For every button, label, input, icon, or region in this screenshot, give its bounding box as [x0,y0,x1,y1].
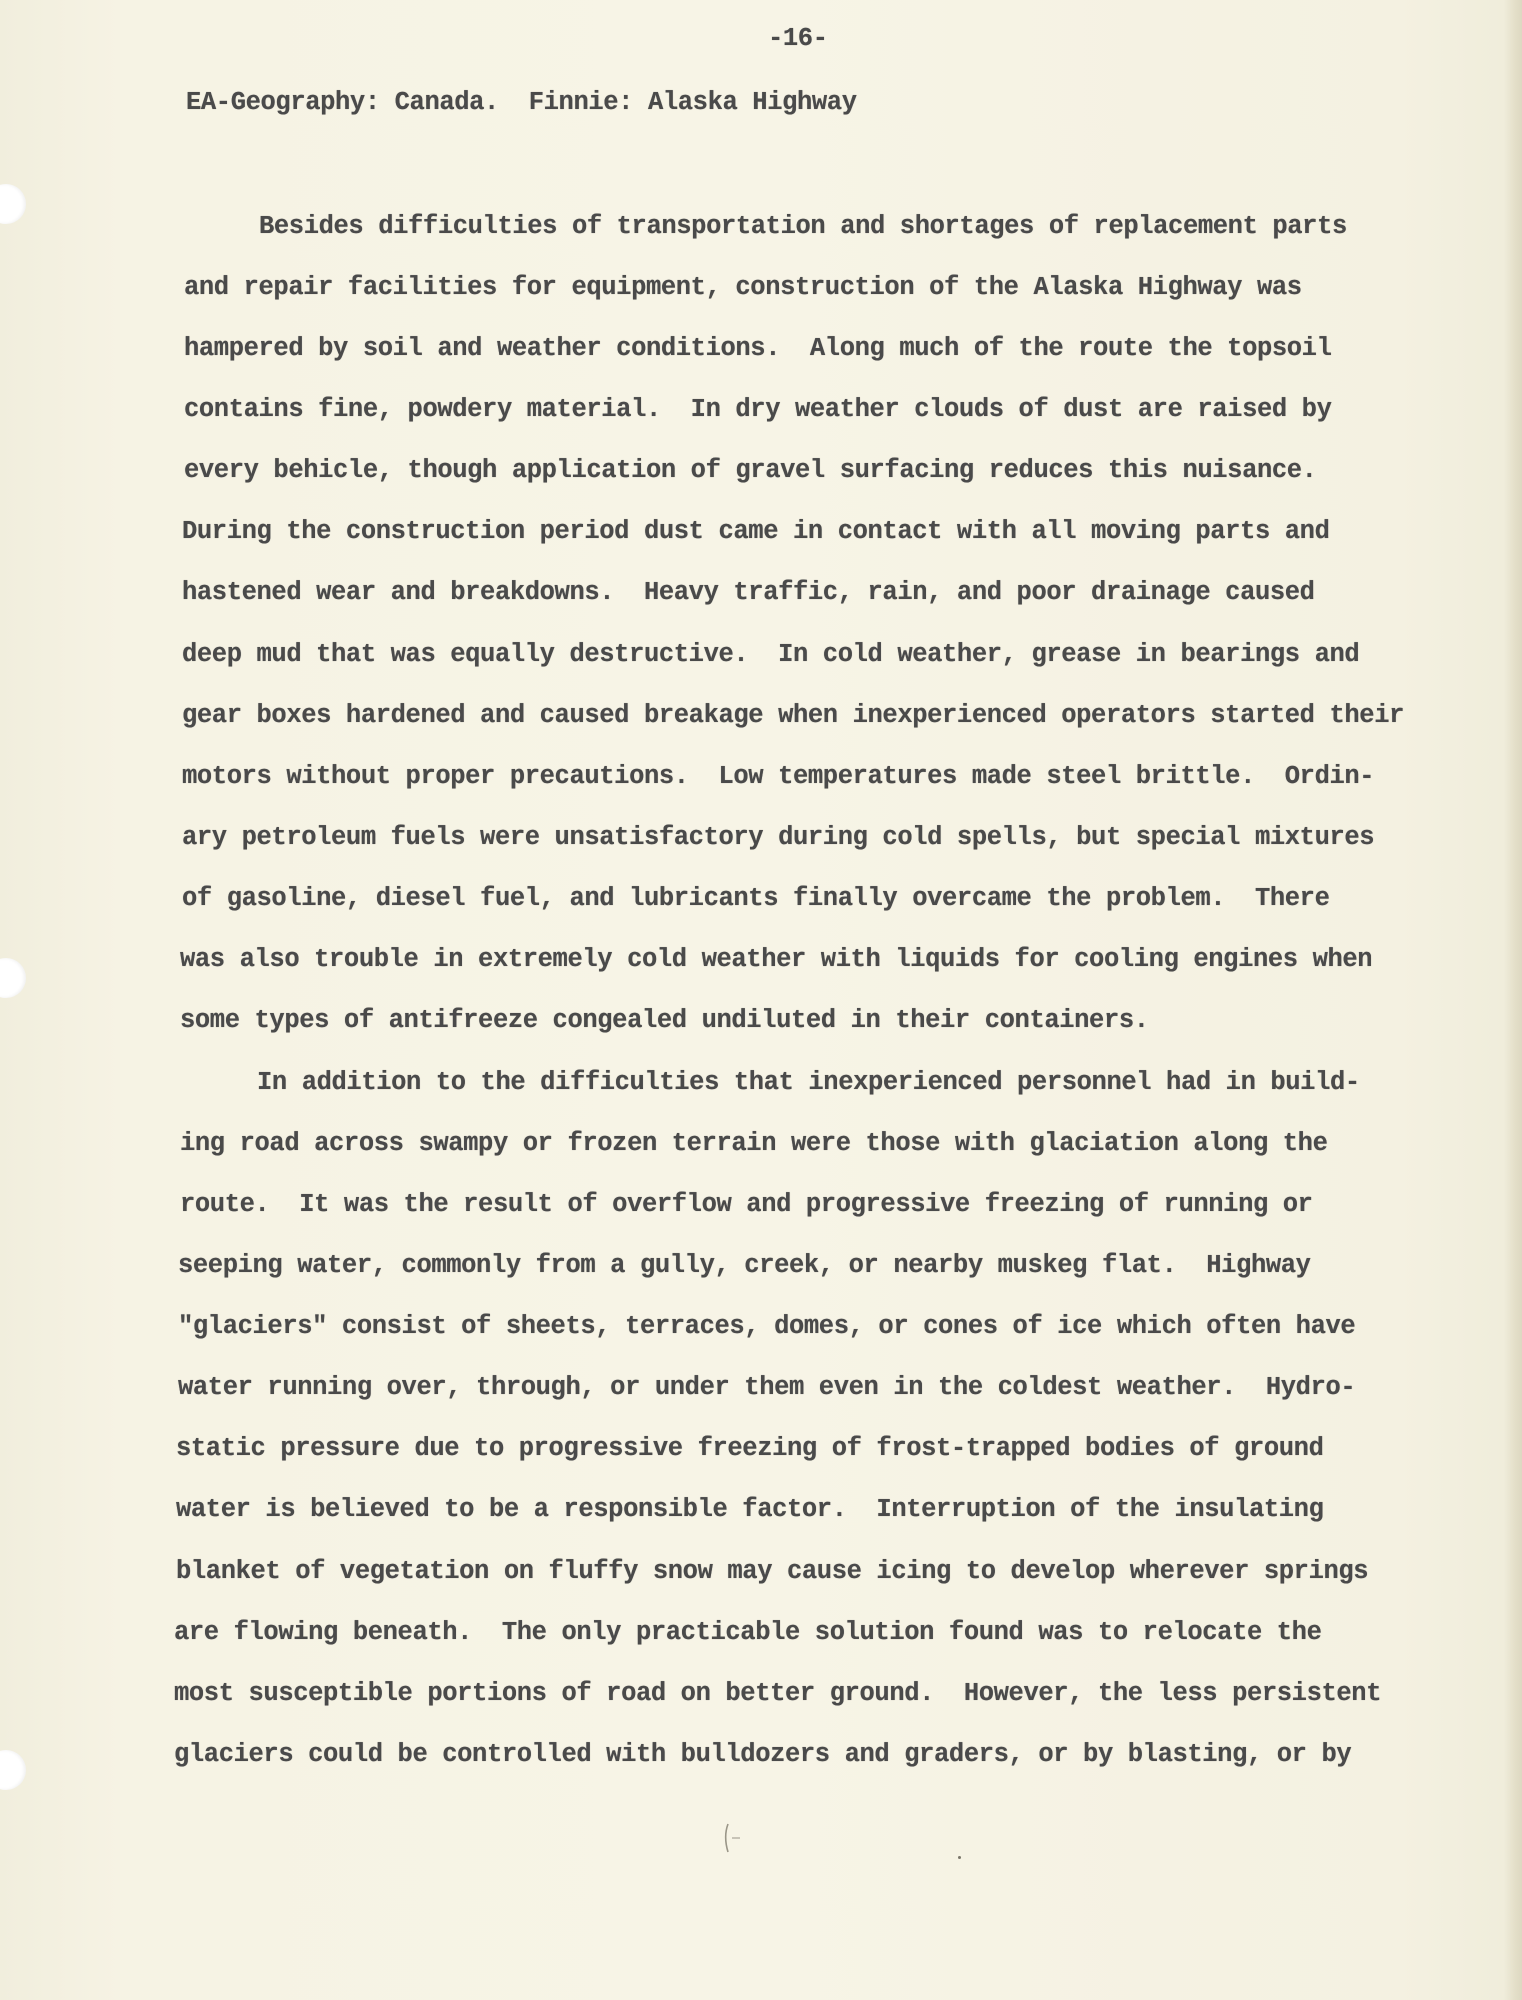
text-line: blanket of vegetation on fluffy snow may cause icing to develop wherever springs [176,1557,1369,1586]
text-line: Besides difficulties of transportation and shortages of replacement parts [259,212,1347,241]
text-line: "glaciers" consist of sheets, terraces, domes, or cones of ice which often have [178,1312,1356,1341]
paper-speck [958,1856,961,1859]
text-line: hampered by soil and weather conditions. Along much of the route the topsoil [184,334,1332,363]
page-edge-shadow [1504,0,1522,2000]
text-line: some types of antifreeze congealed undiluted in their containers. [180,1006,1149,1035]
text-line: static pressure due to progressive freezing of frost-trapped bodies of ground [176,1434,1324,1463]
text-line: water running over, through, or under them even in the coldest weather. Hydro- [178,1373,1356,1402]
text-line: of gasoline, diesel fuel, and lubricants finally overcame the problem. There [182,884,1330,913]
text-line: In addition to the difficulties that inexperienced personnel had in build- [257,1068,1360,1097]
pencil-mark [722,1818,746,1858]
text-line: route. It was the result of overflow and progressive freezing of running or [180,1190,1313,1219]
text-line: every behicle, though application of gravel surfacing reduces this nuisance. [184,456,1317,485]
page-number: -16- [768,24,828,53]
text-line: During the construction period dust came in contact with all moving parts and [182,517,1330,546]
text-line: hastened wear and breakdowns. Heavy traffic, rain, and poor drainage caused [182,578,1315,607]
text-line: motors without proper precautions. Low temperatures made steel brittle. Ordin- [182,762,1375,791]
text-line: water is believed to be a responsible factor. Interruption of the insulating [176,1495,1324,1524]
text-line: deep mud that was equally destructive. In cold weather, grease in bearings and [182,640,1360,669]
text-line: ary petroleum fuels were unsatisfactory during cold spells, but special mixtures [182,823,1375,852]
running-header: EA-Geography: Canada. Finnie: Alaska Highway [186,88,857,117]
text-line: gear boxes hardened and caused breakage when inexperienced operators started their [182,701,1405,730]
text-line: contains fine, powdery material. In dry weather clouds of dust are raised by [184,395,1332,424]
text-line: most susceptible portions of road on better ground. However, the less persistent [174,1679,1382,1708]
text-line: ing road across swampy or frozen terrain were those with glaciation along the [180,1129,1328,1158]
punch-hole [0,958,26,998]
punch-hole [0,184,26,224]
text-line: glaciers could be controlled with bulldozers and graders, or by blasting, or by [174,1740,1352,1769]
punch-hole [0,1750,26,1790]
text-line: and repair facilities for equipment, construction of the Alaska Highway was [184,273,1302,302]
text-line: are flowing beneath. The only practicable solution found was to relocate the [174,1618,1322,1647]
text-line: was also trouble in extremely cold weather with liquids for cooling engines when [180,945,1373,974]
text-line: seeping water, commonly from a gully, creek, or nearby muskeg flat. Highway [178,1251,1311,1280]
